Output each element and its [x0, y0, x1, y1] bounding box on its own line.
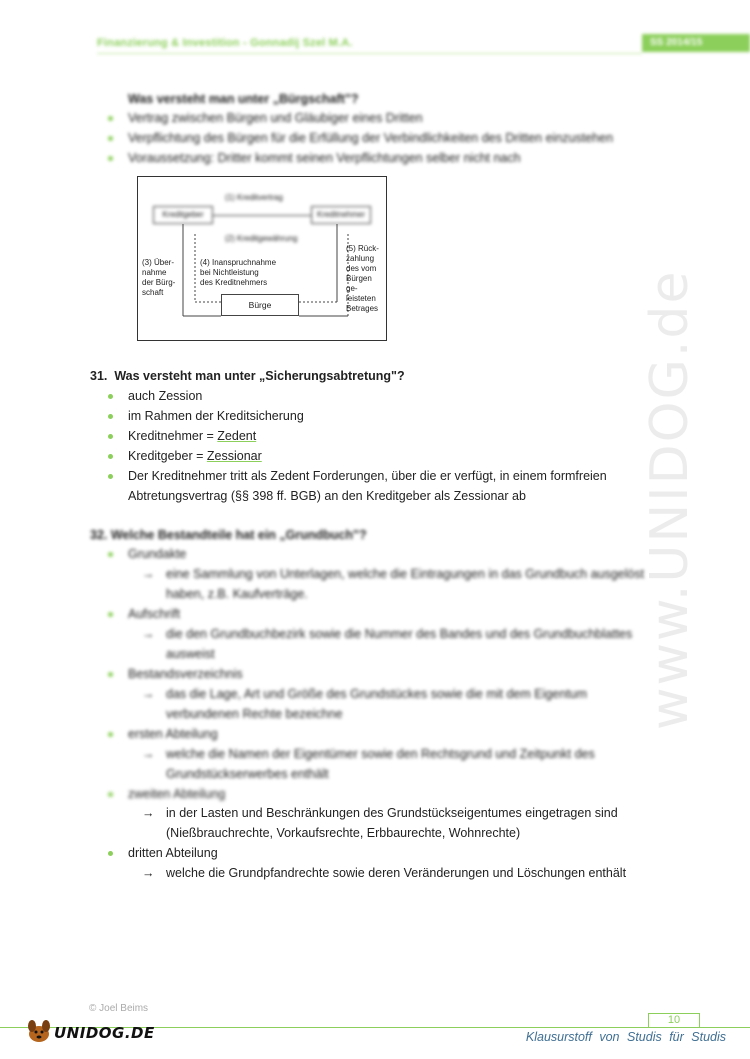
sub-item — [90, 744, 650, 784]
sub-item-line: haben, z.B. Kaufverträge. — [166, 587, 308, 601]
list-item-line: Der Kreditnehmer tritt als Zedent Forderungen, über die er verfügt, in einem formfreien — [128, 469, 607, 483]
header-rule — [97, 53, 642, 54]
question-30 — [90, 90, 650, 168]
diagram-right-text: (5) Rück- zahlung des vom Bürgen ge- leisteten Betrages — [346, 244, 379, 313]
question-30-title: Was versteht man unter „Bürgschaft"? — [128, 92, 359, 106]
header-title: Finanzierung & Investition - Gonnadij Szel M.A. — [97, 37, 353, 49]
list-item — [90, 446, 650, 466]
diagram-left-box: Kreditgeber — [153, 206, 213, 224]
dog-icon — [24, 1016, 54, 1046]
list-item — [90, 426, 650, 446]
diagram-center-text: (4) Inanspruchnahme bei Nichtleistung des Kreditnehmers — [200, 258, 277, 287]
sub-item — [90, 624, 650, 664]
list-item: Verpflichtung des Bürgen für die Erfüllung der Verbindlichkeiten des Dritten einzustehen — [90, 128, 650, 148]
sub-item-line: (Nießbrauchrechte, Vorkaufsrechte, Erbbaurechte, Wohnrechte) — [166, 826, 521, 840]
term-zessionar: Zessionar — [206, 449, 262, 463]
arrow-icon: → — [142, 806, 155, 820]
question-32-title: 32. Welche Bestandteile hat ein „Grundbuch"? — [90, 528, 367, 542]
diagram-mid-label: (2) Kreditgewährung — [225, 234, 298, 243]
question-31-text: Was versteht man unter „Sicherungsabtretung"? — [114, 369, 405, 383]
list-item: Aufschrift — [90, 604, 650, 624]
sub-item-line: in der Lasten und Beschränkungen des Grundstückseigentumes eingetragen sind — [166, 806, 618, 820]
list-item-prefix: Kreditnehmer = — [128, 429, 218, 443]
sub-item — [90, 803, 650, 843]
diagram-left-text: (3) Über- nahme der Bürg- schaft — [142, 258, 176, 297]
page-header — [97, 34, 750, 54]
footer-tagline: Klausurstoff von Studis für Studis — [525, 1030, 726, 1044]
list-item: auch Zession — [90, 386, 650, 406]
list-item: Voraussetzung: Dritter kommt seinen Verpflichtungen selber nicht nach — [90, 148, 650, 168]
list-item-prefix: Kreditgeber = — [128, 449, 207, 463]
sub-item — [90, 863, 650, 883]
sub-item-line: eine Sammlung von Unterlagen, welche die Eintragungen in das Grundbuch ausgelöst — [166, 567, 645, 581]
list-item: dritten Abteilung — [90, 843, 650, 863]
header-badge: SS 2014/15 — [642, 34, 750, 52]
arrow-icon: → — [142, 747, 155, 761]
sub-item-line: verbundenen Rechte bezeichne — [166, 707, 343, 721]
list-item: Grundakte — [90, 544, 650, 564]
sub-item-line: welche die Namen der Eigentümer sowie den Rechtsgrund und Zeitpunkt des — [166, 747, 595, 761]
question-31 — [90, 366, 650, 506]
arrow-icon: → — [142, 687, 155, 701]
list-item: ersten Abteilung — [90, 724, 650, 744]
list-item: zweiten Abteilung — [90, 784, 650, 804]
question-32-clear — [90, 803, 650, 883]
diagram-right-box: Kreditnehmer — [311, 206, 371, 224]
sub-item-line: die den Grundbuchbezirk sowie die Nummer des Bandes und des Grundbuchblattes — [166, 627, 633, 641]
diagram-bottom-box: Bürge — [221, 294, 299, 316]
list-item: Bestandsverzeichnis — [90, 664, 650, 684]
buergschaft-diagram — [137, 176, 387, 341]
logo-text: UNIDOG.DE — [54, 1024, 155, 1042]
list-item: Vertrag zwischen Bürgen und Gläubiger eines Dritten — [90, 108, 650, 128]
page-number: 10 — [648, 1013, 700, 1028]
watermark: www.UNIDOG.de — [640, 269, 700, 730]
question-31-title — [90, 366, 650, 386]
sub-item — [90, 684, 650, 724]
diagram-top-label: (1) Kreditvertrag — [225, 193, 283, 202]
term-zedent: Zedent — [217, 429, 257, 443]
arrow-icon: → — [142, 567, 155, 581]
arrow-icon: → — [142, 627, 155, 641]
unidog-logo[interactable] — [24, 1016, 154, 1046]
sub-item-line: welche die Grundpfandrechte sowie deren Veränderungen und Löschungen enthält — [166, 866, 627, 880]
footer-copyright: © Joel Beims — [89, 1003, 149, 1014]
sub-item-line: ausweist — [166, 647, 215, 661]
list-item-line: Abtretungsvertrag (§§ 398 ff. BGB) an den Kreditgeber als Zessionar ab — [128, 489, 526, 503]
question-31-number: 31. — [90, 369, 108, 383]
sub-item — [90, 564, 650, 604]
list-item — [90, 466, 650, 506]
question-32 — [90, 526, 650, 804]
sub-item-line: Grundstückserwerbes enthält — [166, 767, 329, 781]
arrow-icon: → — [142, 866, 155, 880]
list-item: im Rahmen der Kreditsicherung — [90, 406, 650, 426]
sub-item-line: das die Lage, Art und Größe des Grundstückes sowie die mit dem Eigentum — [166, 687, 588, 701]
